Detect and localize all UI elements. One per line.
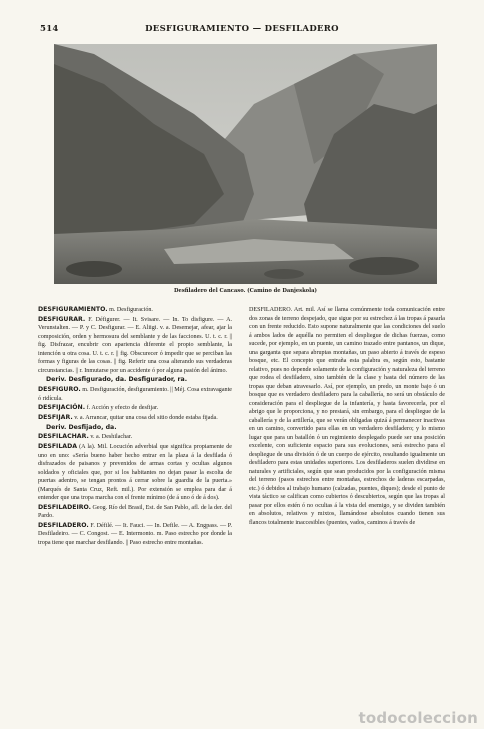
page-number: 514 [40, 24, 59, 34]
page-header [40, 24, 444, 38]
entry: DESFIGURAMIENTO. m. Desfiguración. [38, 306, 153, 313]
entry: DESFILADERO. F. Défilé. — It. Fauci. — In. Defile. — A. Engpass. — P. Desfiladeiro. — C. Congost. — E. Intermonto. m. Paso estrecho por donde la tropa tiene que marchar desfilando. || Paso estrecho entre montañas. [38, 521, 232, 546]
derivation: Deriv. Desfijado, da. [46, 423, 117, 431]
right-column [249, 306, 445, 528]
entry: DESFIJAR. v. a. Arrancar, quitar una cosa del sitio donde estaba fijada. [38, 413, 218, 421]
running-title: DESFIGURAMIENTO — DESFILADERO [145, 24, 339, 34]
watermark: todocoleccion [358, 709, 478, 727]
entry: DESFIGURO. m. Desfiguración, desfiguramiento. || Méj. Cosa extravagante ó ridícula. [38, 386, 232, 402]
left-column [38, 306, 232, 549]
derivation: Deriv. Desfigurado, da. Desfigurador, ra. [46, 376, 188, 384]
entry: DESFILADEIRO. Geog. Río del Brasil, Est. de San Pablo, afl. de la der. del Pardo. [38, 503, 232, 520]
entry: DESFIJACIÓN. f. Acción y efecto de desfijar. [38, 404, 159, 412]
mountain-gorge-photo [54, 44, 437, 284]
image-caption: Desfiladero del Cancaso. (Camino de Danjeskola) [174, 288, 317, 294]
entry: DESFILADA (A la). Mil. Locución adverbial que significa propiamente de uno en uno: «Sería bueno haber hecho entrar en la plaza á la desfilada ó disfrazados de paisanos y prevenidos de armas cortas y ocultas algunos soldados y oficiales que, por si los habitantes no dejan pasar la escolta de puertas adentro, se tengan prontos á cerrar sobre la guardia de la puerta.» (Marqués de Santa Cruz, Reft. mil.). Por extensión se emplea para dar á entender que una tropa marcha con el frente mínimo (de á uno ó de á dos). [38, 443, 232, 501]
gorge-illustration [54, 44, 437, 284]
entry: DESFIGURAR. F. Défigurer. — It. Svisare. — In. To disfigure. — A. Verunstalten. — P. y C. Desfigurar. — E. Aliigi. v. a. Desemejar, afear, ajar la composición, orden y hermosura del semblante y de las facciones. U. t. c. r. || fig. Disfrazar, encubrir con apariencia diferente el propio semblante, la intención u otra cosa. U. t. c. r. || fig. Obscurecer ó impedir que se perciban las formas y figuras de las cosas. || fig. Referir una cosa alterando sus verdaderas circunstancias. || r. Inmutarse por un accidente ó por alguna pasión del ánimo. [38, 315, 232, 374]
entry: DESFILACHAR. v. a. Deshilachar. [38, 433, 133, 441]
entry: DESFILADERO. Art. mil. Así se llama comúnmente toda comunicación entre dos zonas de terreno despejado, que sigue por su estrechez á las tropas á pasarla con un frente reducido. Esto supone naturalmente que las condiciones del suelo á ambos lados de aquélla no permiten el despliegue de dichas fuerzas, como sucede, por ejemplo, en un puente, un camino trazado entre pantanos, un dique, una garganta que separa abruptas montañas, un paso abierto á través de espeso bosque, etc. El concepto que entraña esta palabra es, según esto, bastante relativo, pues no depende solamente de la configuración y naturaleza del terreno que rodea el desfiladero, sino también de la clase y hasta del número de las tropas que deban atravesarlo. Así, por ejemplo, un predo, un monte bajo ó un bosque que es verdadero desfiladero para la caballería, no será un obstáculo de consideración para el despliegue de la infantería, y hasta favorecerla, por el abrigo que le proporciona, y no prestará, sin embargo, para el despliegue de la caballería y de la artillería, que se verán obligadas quizá á permanecer inactivas en un camino, convertido para ellas en un verdadero desfiladero; y lo mismo lugar que para un batallón ó un regimiento desplegado puede ser una posición excelente, con suficiente espacio para sus evoluciones, será estrecho para el despliegue de una división ó de un cuerpo de ejército, resultando igualmente un desfiladero para estas unidades superiores. Los desfiladeros suelen dividirse en naturales y artificiales, según que sean producidos por la configuración misma del terreno (pasos estrechos entre montañas, estrechos de laderas escarpadas, etc.) ó debidos al trabajo humano (calzadas, puentes, diques); desde el punto de vista táctico se califican como cubiertos ó descubiertos, según que las tropas al pasar por ellos estén ó no ocultas á la vista del enemigo, y se dividen también en absolutos, relativos y mixtos, llamándose absolutos cuando tienen sus flancos totalmente inaccesibles (puentes, vados, caminos á través de [249, 307, 445, 526]
